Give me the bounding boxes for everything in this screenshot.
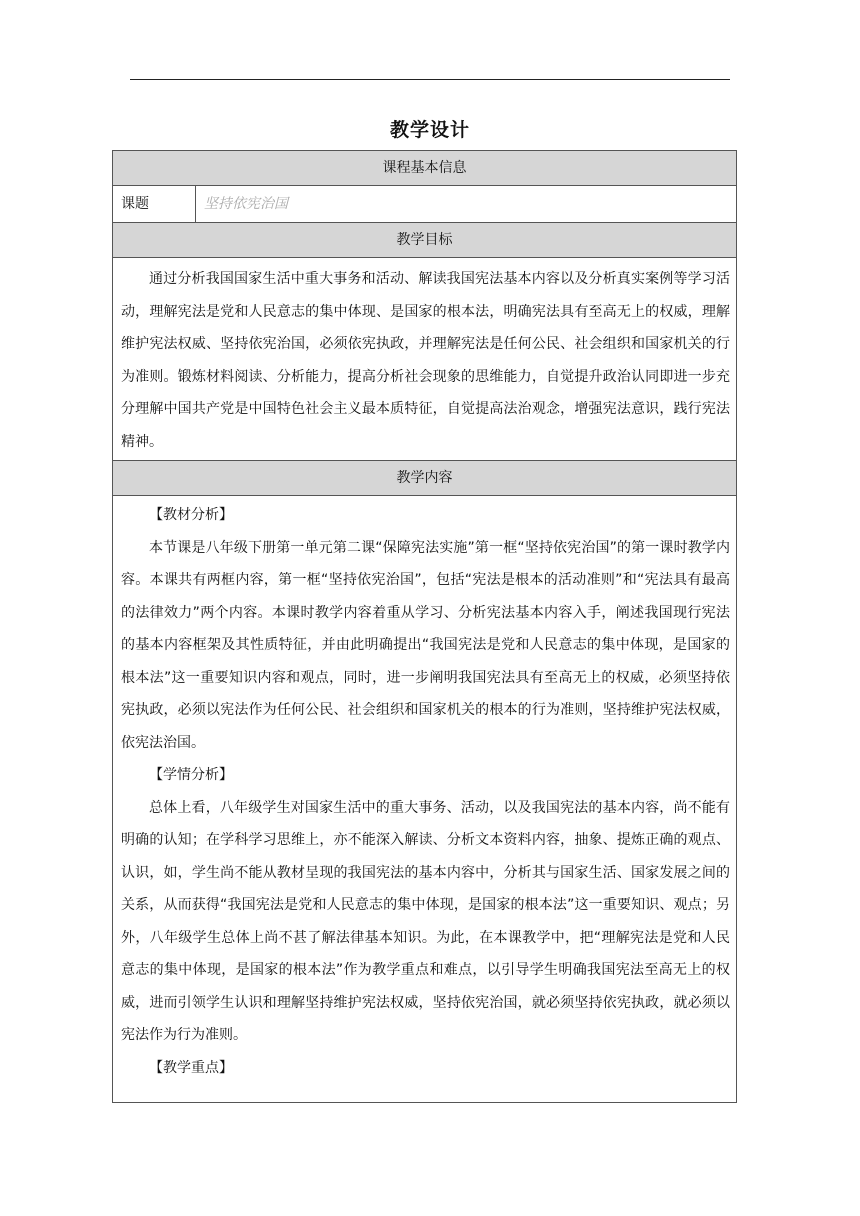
objectives-header: 教学目标 xyxy=(113,223,736,258)
topic-label: 课题 xyxy=(113,186,196,222)
basic-info-header: 课程基本信息 xyxy=(113,151,736,186)
lesson-plan-table xyxy=(112,150,737,1103)
objectives-text: 通过分析我国国家生活中重大事务和活动、解读我国宪法基本内容以及分析真实案例等学习活动，理解宪法是党和人民意志的集中体现、是国家的根本法，明确宪法具有至高无上的权威，理解维护宪法权威、坚持依宪治国，必须依宪执政，并理解宪法是任何公民、社会组织和国家机关的行为准则。锻炼材料阅读、分析能力，提高分析社会现象的思维能力，自觉提升政治认同即进一步充分理解中国共产党是中国特色社会主义最本质特征，自觉提高法治观念，增强宪法意识，践行宪法精神。 xyxy=(121,271,730,450)
content-cell xyxy=(113,496,736,1084)
textbook-analysis-text: 本节课是八年级下册第一单元第二课“保障宪法实施”第一框“坚持依宪治国”的第一课时教学内容。本课共有两框内容，第一框“坚持依宪治国”，包括“宪法是根本的活动准则”和“宪法具有最高的法律效力”两个内容。本课时教学内容着重从学习、分析宪法基本内容入手，阐述我国现行宪法的基本内容框架及其性质特征，并由此明确提出“我国宪法是党和人民意志的集中体现，是国家的根本法”这一重要知识内容和观点，同时，进一步阐明我国宪法具有至高无上的权威，必须坚持依宪执政，必须以宪法作为任何公民、社会组织和国家机关的根本的行为准则，坚持维护宪法权威，依宪法治国。 xyxy=(121,539,730,751)
document-title: 教学设计 xyxy=(389,119,470,141)
objectives-cell xyxy=(113,258,736,461)
content-header: 教学内容 xyxy=(113,461,736,496)
topic-row xyxy=(113,186,736,223)
header-rule xyxy=(130,79,730,80)
student-analysis-text: 总体上看，八年级学生对国家生活中的重大事务、活动，以及我国宪法的基本内容，尚不能有明确的认知；在学科学习思维上，亦不能深入解读、分析文本资料内容，抽象、提炼正确的观点、认识，如，学生尚不能从教材呈现的我国宪法的基本内容中，分析其与国家生活、国家发展之间的关系，从而获得“我国宪法是党和人民意志的集中体现，是国家的根本法”这一重要知识、观点；另外，八年级学生总体上尚不甚了解法律基本知识。为此，在本课教学中，把“理解宪法是党和人民意志的集中体现，是国家的根本法”作为教学重点和难点，以引导学生明确我国宪法至高无上的权威，进而引领学生认识和理解坚持维护宪法权威，坚持依宪治国，就必须坚持依宪执政，就必须以宪法作为行为准则。 xyxy=(121,799,730,1043)
key-points-heading: 【教学重点】 xyxy=(149,1059,233,1076)
topic-value[interactable]: 坚持依宪治国 xyxy=(204,196,288,212)
textbook-analysis-heading: 【教材分析】 xyxy=(149,507,233,523)
student-analysis-heading: 【学情分析】 xyxy=(149,767,233,783)
